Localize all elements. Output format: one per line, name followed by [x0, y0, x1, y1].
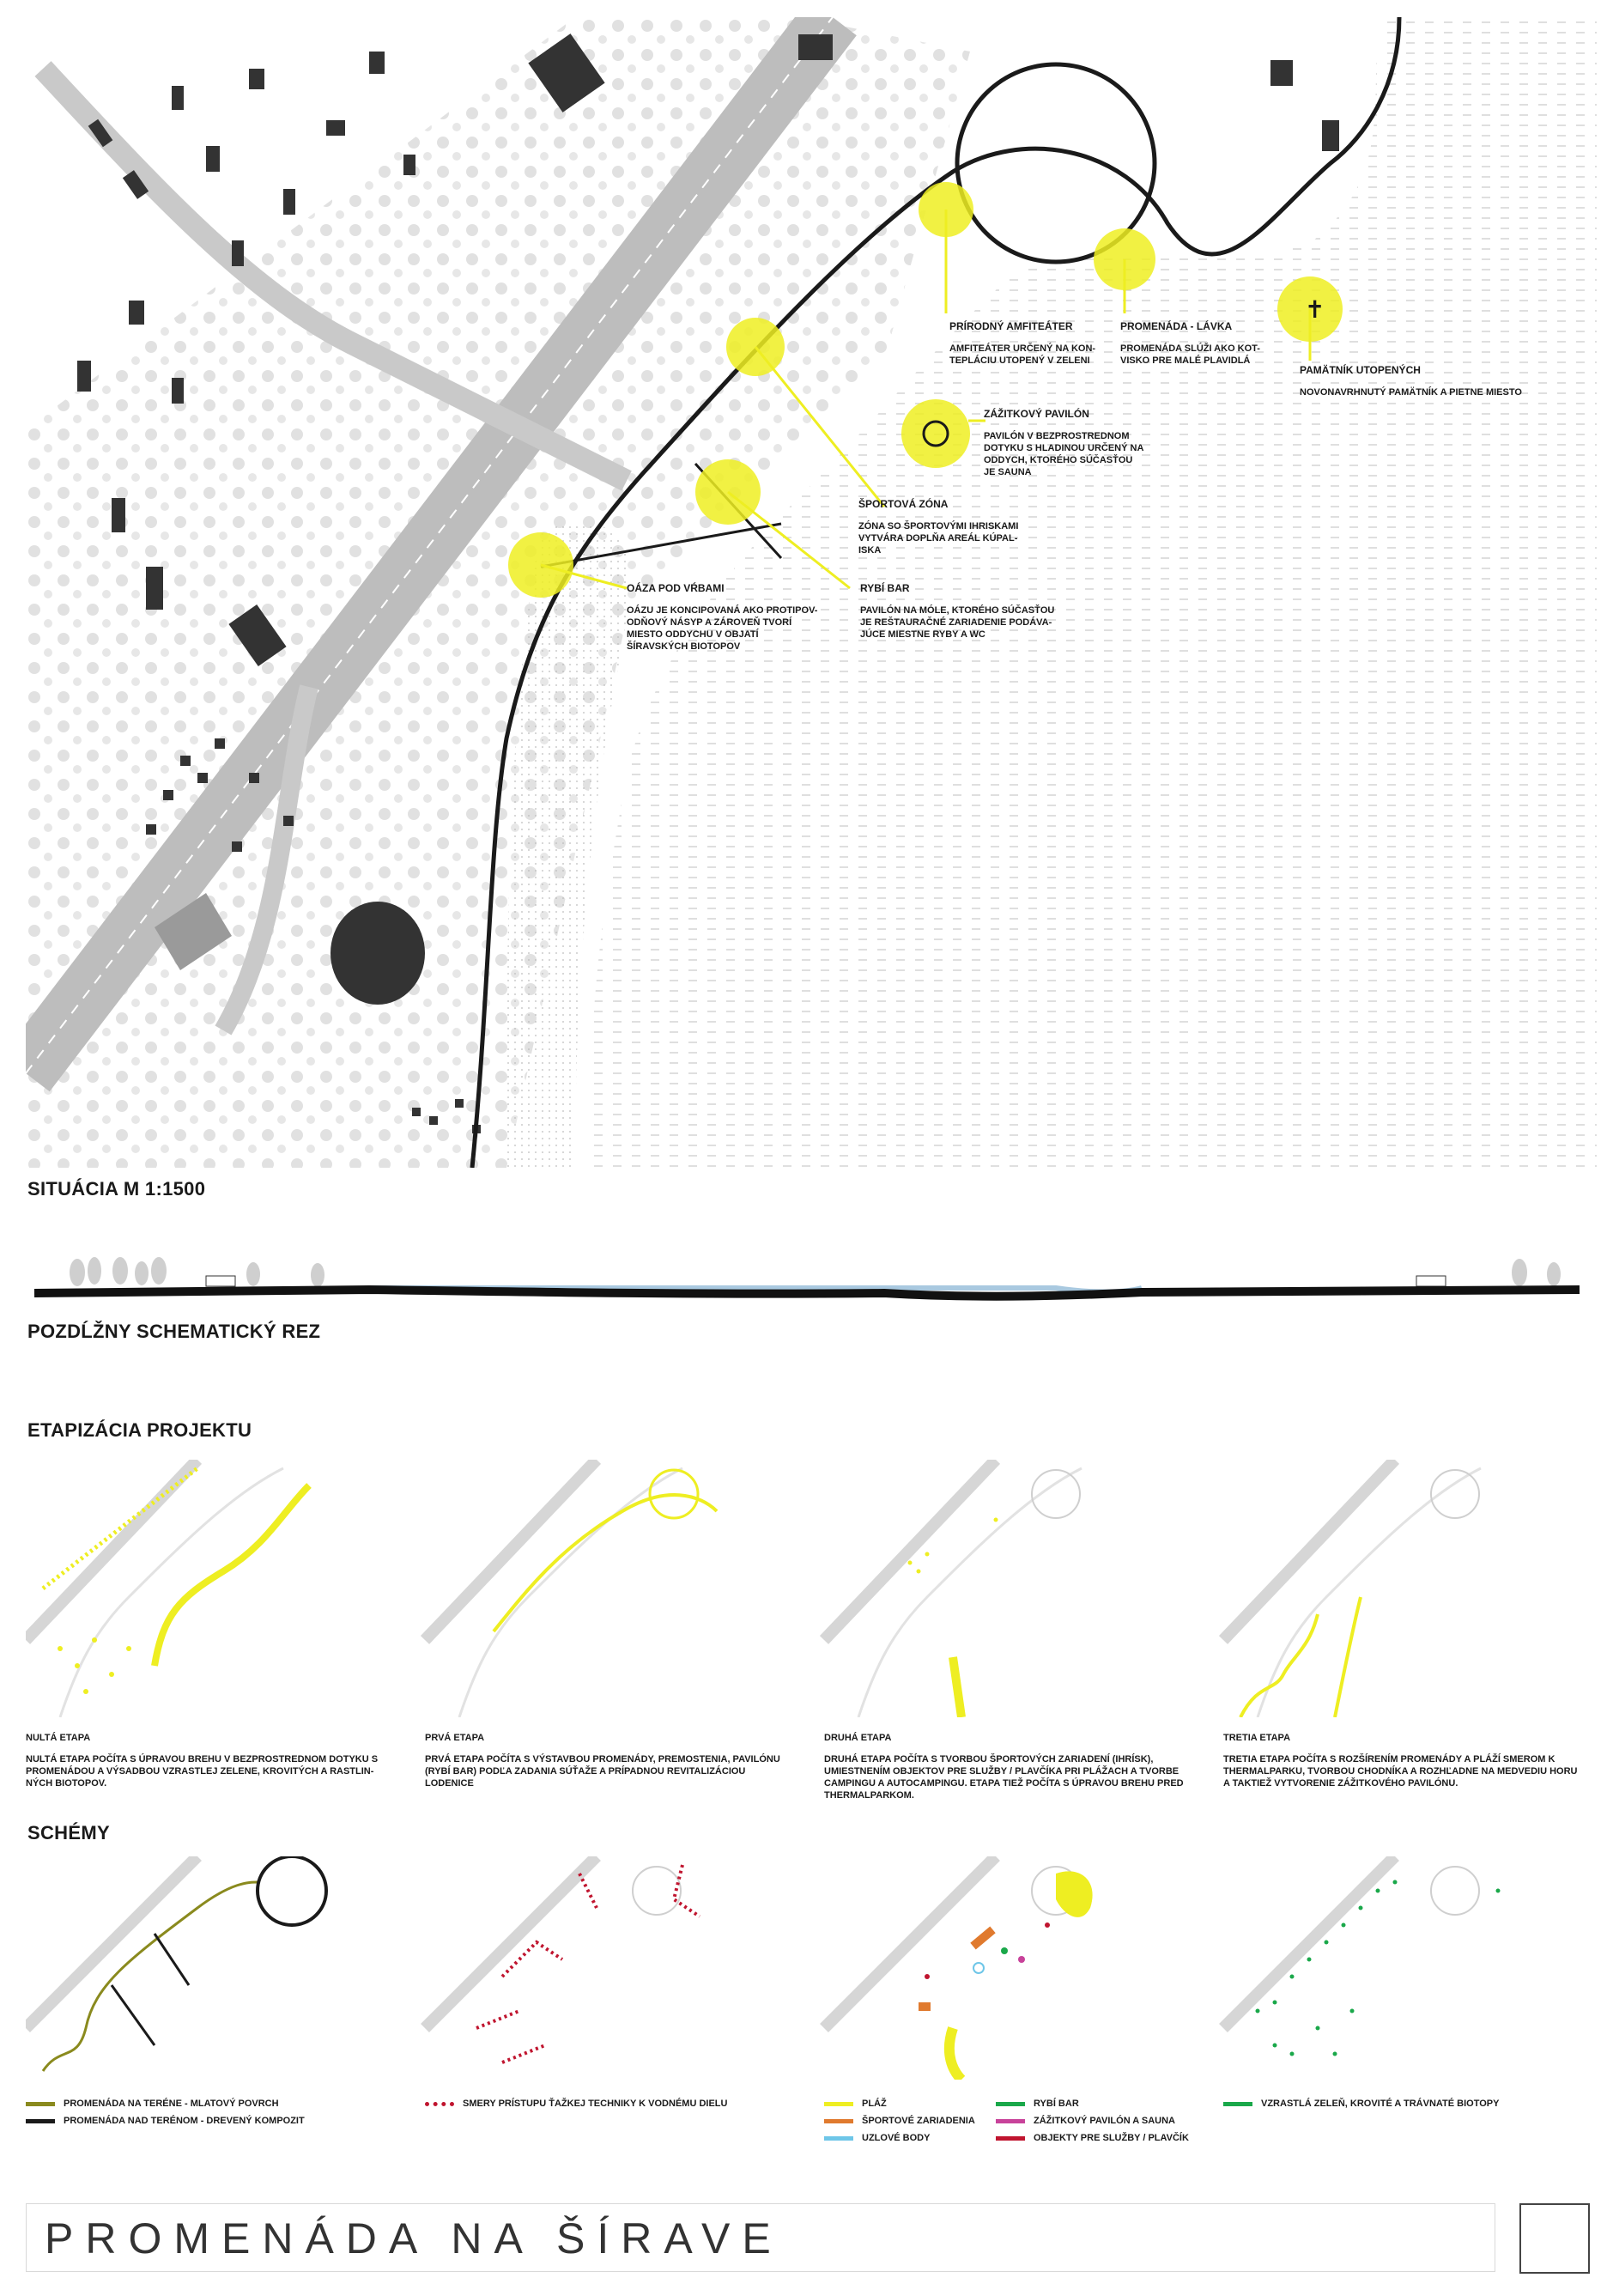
- phase-map-1: [425, 1460, 717, 1717]
- callout-fish-bar: [860, 582, 1083, 641]
- callout-title: ŠPORTOVÁ ZÓNA: [858, 498, 949, 510]
- phase-map-0: [26, 1460, 309, 1717]
- legend-swatch: [824, 2102, 853, 2106]
- memorial-cross-icon: ✝: [1305, 295, 1325, 324]
- project-title: PROMENÁDA NA ŠÍRAVE: [45, 2214, 783, 2263]
- legend-item: [425, 2095, 727, 2112]
- legend-swatch: [1223, 2102, 1252, 2106]
- callout-title: RYBÍ BAR: [860, 582, 910, 594]
- callout-sport-zone: [858, 498, 1064, 556]
- callout-text: NOVONAVRHNUTÝ PAMÄTNÍK A PIETNE MIESTO: [1300, 387, 1522, 398]
- legend-functions-a: [824, 2095, 975, 2147]
- scheme-map-promenade: [26, 1856, 326, 2071]
- phase-1: [425, 1733, 785, 1789]
- phase-text: NULTÁ ETAPA POČÍTA S ÚPRAVOU BREHU V BEZPROSTREDNOM DOTYKU S PROMENÁDOU A VÝSADBOU VZRASTLEJ ZELENE, KROVITÝCH A RASTLIN-NÝCH BIOTOPOV.: [26, 1754, 379, 1789]
- legend-label: ZÁŽITKOVÝ PAVILÓN A SAUNA: [1034, 2116, 1175, 2126]
- legend-label: SMERY PRÍSTUPU ŤAŽKEJ TECHNIKY K VODNÉMU DIELU: [463, 2099, 728, 2109]
- legend-label: RYBÍ BAR: [1034, 2099, 1079, 2109]
- callout-text: PROMENÁDA SLÚŽI AKO KOT- VISKO PRE MALÉ PLAVIDLÁ: [1120, 343, 1260, 366]
- legend-item: [26, 2095, 305, 2112]
- legend-label: VZRASTLÁ ZELEŇ, KROVITÉ A TRÁVNATÉ BIOTOPY: [1261, 2099, 1500, 2109]
- callout-title: PAMÄTNÍK UTOPENÝCH: [1300, 364, 1421, 376]
- section-building: [206, 1276, 235, 1286]
- phase-text: PRVÁ ETAPA POČÍTA S VÝSTAVBOU PROMENÁDY, PREMOSTENIA, PAVILÓNU (RYBÍ BAR) PODĽA ZADANIA SÚŤAŽE A PRÍPADNOU REVITALIZÁCIOU LODENICE: [425, 1754, 780, 1789]
- legend-label: PROMENÁDA NA TERÉNE - MLATOVÝ POVRCH: [64, 2099, 279, 2109]
- legend-greenery: [1223, 2095, 1499, 2112]
- phase-map-3: [1223, 1460, 1481, 1717]
- callout-oasis: [627, 582, 850, 653]
- phase-0: [26, 1733, 386, 1789]
- phasing-maps: [26, 1460, 1597, 1717]
- legend-item: [996, 2112, 1189, 2129]
- callout-text: OÁZU JE KONCIPOVANÁ AKO PROTIPOV- ODŇOVÝ NÁSYP A ZÁROVEŇ TVORÍ MIESTO ODDYCHU V OBJATÍ ŠÍRAVSKÝCH BIOTOPOV: [627, 605, 818, 652]
- scheme-maps: [26, 1856, 1597, 2080]
- callout-title: OÁZA POD VŔBAMI: [627, 582, 725, 594]
- legend-access: [425, 2095, 727, 2112]
- legend-item: [996, 2095, 1189, 2112]
- callout-text: ZÓNA SO ŠPORTOVÝMI IHRISKAMI VYTVÁRA DOPLŇA AREÁL KÚPAL- ISKA: [858, 521, 1019, 556]
- legend-swatch: [996, 2136, 1025, 2141]
- section-building: [1416, 1276, 1446, 1286]
- section-drawing: [26, 1245, 1588, 1314]
- legend-swatch: [26, 2102, 55, 2106]
- scheme-thumbnails: [26, 1856, 1597, 2080]
- legend-item: [824, 2112, 975, 2129]
- legend-swatch: [26, 2119, 55, 2123]
- phase-title: DRUHÁ ETAPA: [824, 1733, 892, 1743]
- scheme-map-functions: [824, 1856, 1093, 2080]
- phase-title: PRVÁ ETAPA: [425, 1733, 485, 1743]
- site-plan-caption: SITUÁCIA M 1:1500: [27, 1178, 206, 1200]
- callout-pavilion: [984, 408, 1190, 478]
- section-caption: POZDĹŽNY SCHEMATICKÝ REZ: [27, 1321, 321, 1342]
- legend-label: OBJEKTY PRE SLUŽBY / PLAVČÍK: [1034, 2133, 1189, 2143]
- phase-title: NULTÁ ETAPA: [26, 1733, 91, 1743]
- legend-label: UZLOVÉ BODY: [862, 2133, 931, 2143]
- section-terrain: [34, 1290, 1580, 1297]
- phase-text: DRUHÁ ETAPA POČÍTA S TVORBOU ŠPORTOVÝCH ZARIADENÍ (IHRÍSK), UMIESTNENÍM OBJEKTOV PRE SLUŽBY / PLAVČÍKA PRI PLÁŽACH A TVORBE CAMPINGU A AUTOCAMPINGU. ETAPA TIEŽ POČÍTA S ÚPRAVOU BREHU PRED THERMALPARKOM.: [824, 1754, 1184, 1801]
- legend-item: [996, 2129, 1189, 2147]
- callout-promenade: [1120, 320, 1292, 367]
- legend-swatch: [824, 2119, 853, 2123]
- legend-swatch: [824, 2136, 853, 2141]
- callout-text: PAVILÓN NA MÓLE, KTORÉHO SÚČASŤOU JE REŠTAURAČNÉ ZARIADENIE PODÁVA- JÚCE MIESTNE RYBY A WC: [860, 605, 1055, 640]
- legend-swatch: [996, 2119, 1025, 2123]
- callout-title: ZÁŽITKOVÝ PAVILÓN: [984, 408, 1089, 420]
- legend-item: [824, 2095, 975, 2112]
- section-trees: [70, 1257, 1561, 1287]
- phase-3: [1223, 1733, 1584, 1789]
- phase-title: TRETIA ETAPA: [1223, 1733, 1291, 1743]
- legend-label: ŠPORTOVÉ ZARIADENIA: [862, 2116, 975, 2126]
- callout-memorial: [1300, 364, 1557, 398]
- phase-map-2: [824, 1460, 1082, 1717]
- schemes-heading: SCHÉMY: [27, 1822, 110, 1843]
- legend-swatch: [996, 2102, 1025, 2106]
- thermalpark-building: [330, 902, 425, 1005]
- callout-title: PRÍRODNÝ AMFITEÁTER: [949, 320, 1073, 332]
- legend-label: PLÁŽ: [862, 2099, 887, 2109]
- phase-text: TRETIA ETAPA POČÍTA S ROZŠÍRENÍM PROMENÁDY A PLÁŽÍ SMEROM K THERMALPARKU, TVORBOU CHODNÍKA A ROZHĽADNE NA MEDVEDIU HORU A TAKTIEŽ VYTVORENIE ZÁŽITKOVÉHO PAVILÓNU.: [1223, 1754, 1578, 1789]
- legend-swatch: [425, 2102, 454, 2106]
- longitudinal-section: [26, 1245, 1588, 1314]
- phasing-heading: ETAPIZÁCIA PROJEKTU: [27, 1419, 252, 1441]
- callout-text: AMFITEÁTER URČENÝ NA KON- TEPLÁCIU UTOPENÝ V ZELENI: [949, 343, 1096, 366]
- legend-functions-b: [996, 2095, 1189, 2147]
- legend-label: PROMENÁDA NAD TERÉNOM - DREVENÝ KOMPOZIT: [64, 2116, 305, 2126]
- legend-item: [26, 2112, 305, 2129]
- legend-item: [824, 2129, 975, 2147]
- legend-promenade: [26, 2095, 305, 2129]
- callout-amphitheater: [949, 320, 1121, 367]
- scheme-map-access: [425, 1856, 700, 2062]
- callout-text: PAVILÓN V BEZPROSTREDNOM DOTYKU S HLADINOU URČENÝ NA ODDYCH, KTORÉHO SÚČASŤOU JE SAUNA: [984, 431, 1144, 477]
- legend-item: [1223, 2095, 1499, 2112]
- callout-title: PROMENÁDA - LÁVKA: [1120, 320, 1233, 332]
- title-block-box: [1519, 2203, 1590, 2274]
- scheme-map-greenery: [1223, 1856, 1501, 2056]
- phase-2: [824, 1733, 1185, 1801]
- phasing-thumbnails: [26, 1460, 1597, 1717]
